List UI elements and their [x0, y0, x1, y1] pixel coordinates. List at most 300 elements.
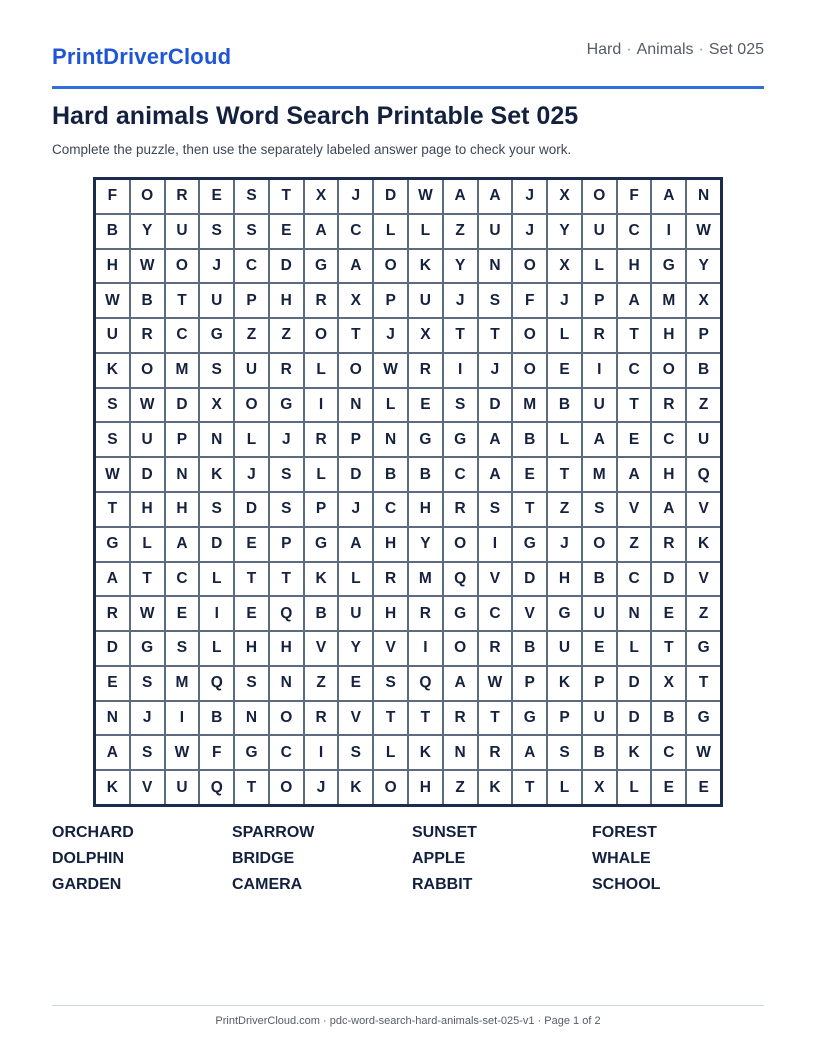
grid-cell: T [687, 667, 720, 700]
grid-cell: U [200, 284, 233, 317]
grid-cell: C [479, 597, 512, 630]
grid-cell: S [200, 215, 233, 248]
grid-cell: U [96, 319, 129, 352]
footer-text: PrintDriverCloud.com · pdc-word-search-hard-animals-set-025-v1 · Page 1 of 2 [215, 1015, 601, 1027]
grid-cell: K [409, 250, 442, 283]
grid-cell: P [270, 528, 303, 561]
grid-cell: Z [235, 319, 268, 352]
grid-cell: L [548, 423, 581, 456]
grid-cell: G [305, 528, 338, 561]
grid-cell: L [548, 319, 581, 352]
grid-cell: C [166, 319, 199, 352]
grid-cell: I [200, 597, 233, 630]
grid-cell: G [687, 632, 720, 665]
grid-cell: H [652, 458, 685, 491]
grid-cell: F [96, 180, 129, 213]
grid-cell: L [618, 632, 651, 665]
grid-cell: W [479, 667, 512, 700]
grid-cell: C [166, 563, 199, 596]
grid-cell: B [583, 736, 616, 769]
grid-cell: U [687, 423, 720, 456]
grid-cell: B [409, 458, 442, 491]
word-list-item: RABBIT [412, 876, 473, 893]
grid-cell: W [131, 389, 164, 422]
grid-cell: V [687, 563, 720, 596]
grid-cell: W [687, 215, 720, 248]
grid-cell: G [200, 319, 233, 352]
grid-cell: S [131, 736, 164, 769]
grid-cell: Y [687, 250, 720, 283]
grid-cell: S [96, 389, 129, 422]
grid-cell: U [583, 702, 616, 735]
grid-cell: P [548, 702, 581, 735]
grid-cell: E [618, 423, 651, 456]
breadcrumb-separator: · [698, 41, 704, 58]
grid-cell: O [235, 389, 268, 422]
grid-cell: S [270, 493, 303, 526]
breadcrumb [587, 41, 764, 59]
grid-cell: A [479, 423, 512, 456]
grid-cell: Z [444, 215, 477, 248]
grid-cell: M [166, 667, 199, 700]
grid-cell: L [409, 215, 442, 248]
word-list-item: BRIDGE [232, 850, 295, 867]
grid-cell: A [479, 458, 512, 491]
page-footer [52, 1005, 764, 1027]
grid-cell: L [548, 771, 581, 804]
grid-cell: Q [687, 458, 720, 491]
grid-cell: P [583, 284, 616, 317]
grid-cell: R [131, 319, 164, 352]
grid-cell: P [305, 493, 338, 526]
grid-cell: O [339, 354, 372, 387]
grid-cell: I [479, 528, 512, 561]
grid-cell: O [270, 771, 303, 804]
grid-cell: N [687, 180, 720, 213]
grid-cell: T [513, 771, 546, 804]
grid-cell: M [583, 458, 616, 491]
grid-cell: A [96, 563, 129, 596]
grid-cell: L [374, 736, 407, 769]
grid-cell: Q [409, 667, 442, 700]
grid-cell: S [200, 493, 233, 526]
grid-cell: Z [618, 528, 651, 561]
grid-cell: H [96, 250, 129, 283]
grid-cell: E [96, 667, 129, 700]
grid-cell: R [444, 702, 477, 735]
grid-cell: C [444, 458, 477, 491]
grid-cell: B [583, 563, 616, 596]
grid-cell: L [200, 632, 233, 665]
grid-cell: K [479, 771, 512, 804]
grid-cell: E [652, 597, 685, 630]
grid-cell: B [131, 284, 164, 317]
grid-cell: L [305, 458, 338, 491]
grid-cell: J [548, 284, 581, 317]
grid-cell: V [618, 493, 651, 526]
grid-cell: B [513, 632, 546, 665]
grid-cell: C [652, 736, 685, 769]
word-list-item: SCHOOL [592, 876, 661, 893]
word-list-item: ORCHARD [52, 824, 134, 841]
grid-cell: N [270, 667, 303, 700]
grid-cell: H [409, 493, 442, 526]
grid-cell: T [479, 319, 512, 352]
grid-cell: T [618, 319, 651, 352]
grid-cell: A [166, 528, 199, 561]
grid-cell: C [618, 563, 651, 596]
grid-cell: S [479, 284, 512, 317]
grid-cell: R [305, 423, 338, 456]
breadcrumb-item-hard[interactable]: Hard [586, 41, 622, 58]
grid-cell: H [270, 284, 303, 317]
grid-cell: I [409, 632, 442, 665]
grid-cell: O [583, 528, 616, 561]
grid-cell: D [513, 563, 546, 596]
grid-cell: K [618, 736, 651, 769]
grid-cell: D [200, 528, 233, 561]
grid-cell: L [339, 563, 372, 596]
grid-cell: U [166, 771, 199, 804]
grid-cell: E [166, 597, 199, 630]
grid-cell: U [548, 632, 581, 665]
grid-cell: H [652, 319, 685, 352]
grid-cell: G [270, 389, 303, 422]
grid-cell: P [339, 423, 372, 456]
grid-cell: F [513, 284, 546, 317]
grid-cell: T [96, 493, 129, 526]
grid-cell: B [374, 458, 407, 491]
grid-cell: R [374, 563, 407, 596]
grid-cell: B [513, 423, 546, 456]
grid-cell: S [131, 667, 164, 700]
grid-cell: D [131, 458, 164, 491]
grid-cell: C [618, 215, 651, 248]
grid-cell: V [479, 563, 512, 596]
grid-cell: U [166, 215, 199, 248]
grid-cell: X [548, 250, 581, 283]
grid-cell: V [339, 702, 372, 735]
grid-cell: N [96, 702, 129, 735]
grid-cell: V [374, 632, 407, 665]
grid-cell: J [200, 250, 233, 283]
grid-cell: D [166, 389, 199, 422]
grid-cell: T [409, 702, 442, 735]
grid-cell: J [374, 319, 407, 352]
grid-cell: Q [444, 563, 477, 596]
grid-cell: G [444, 597, 477, 630]
grid-cell: U [583, 389, 616, 422]
grid-cell: U [583, 597, 616, 630]
grid-cell: E [270, 215, 303, 248]
grid-cell: X [305, 180, 338, 213]
grid-cell: A [652, 180, 685, 213]
grid-cell: T [652, 632, 685, 665]
grid-cell: H [235, 632, 268, 665]
word-list-item: GARDEN [52, 876, 122, 893]
grid-cell: R [305, 284, 338, 317]
grid-cell: B [548, 389, 581, 422]
grid-cell: T [513, 493, 546, 526]
grid-cell: U [339, 597, 372, 630]
grid-cell: Q [270, 597, 303, 630]
grid-cell: I [652, 215, 685, 248]
grid-cell: O [131, 180, 164, 213]
grid-cell: Z [548, 493, 581, 526]
word-list-item: FOREST [592, 824, 657, 841]
grid-cell: S [200, 354, 233, 387]
word-search-grid [93, 177, 723, 807]
grid-cell: M [166, 354, 199, 387]
word-list-item: CAMERA [232, 876, 303, 893]
grid-cell: T [374, 702, 407, 735]
grid-cell: T [548, 458, 581, 491]
grid-cell: B [200, 702, 233, 735]
grid-cell: X [548, 180, 581, 213]
grid-cell: H [618, 250, 651, 283]
grid-cell: L [374, 389, 407, 422]
grid-cell: L [305, 354, 338, 387]
grid-cell: S [270, 458, 303, 491]
grid-cell: R [305, 702, 338, 735]
grid-cell: Q [200, 771, 233, 804]
grid-cell: J [513, 180, 546, 213]
grid-cell: W [409, 180, 442, 213]
grid-cell: B [687, 354, 720, 387]
grid-cell: U [235, 354, 268, 387]
grid-cell: R [409, 597, 442, 630]
grid-cell: K [96, 354, 129, 387]
grid-cell: S [479, 493, 512, 526]
grid-cell: D [618, 702, 651, 735]
grid-cell: J [548, 528, 581, 561]
grid-cell: D [270, 250, 303, 283]
grid-cell: D [618, 667, 651, 700]
grid-cell: T [235, 771, 268, 804]
grid-cell: P [583, 667, 616, 700]
grid-cell: A [513, 736, 546, 769]
grid-cell: X [409, 319, 442, 352]
grid-cell: S [583, 493, 616, 526]
word-list-item: SPARROW [232, 824, 315, 841]
grid-cell: W [687, 736, 720, 769]
grid-cell: P [166, 423, 199, 456]
grid-cell: B [305, 597, 338, 630]
grid-cell: B [96, 215, 129, 248]
word-list-item: WHALE [592, 850, 651, 867]
grid-cell: A [305, 215, 338, 248]
grid-cell: V [305, 632, 338, 665]
grid-cell: D [652, 563, 685, 596]
grid-cell: N [444, 736, 477, 769]
grid-cell: I [444, 354, 477, 387]
grid-cell: E [687, 771, 720, 804]
grid-cell: U [131, 423, 164, 456]
grid-cell: A [96, 736, 129, 769]
brand-logo-text[interactable]: PrintDriverCloud [52, 44, 232, 69]
grid-cell: E [583, 632, 616, 665]
grid-cell: S [444, 389, 477, 422]
grid-cell: R [479, 736, 512, 769]
grid-cell: R [166, 180, 199, 213]
grid-cell: F [618, 180, 651, 213]
grid-cell: G [687, 702, 720, 735]
grid-cell: O [652, 354, 685, 387]
grid-cell: A [479, 180, 512, 213]
grid-cell: T [131, 563, 164, 596]
grid-cell: A [444, 667, 477, 700]
grid-cell: X [583, 771, 616, 804]
grid-cell: R [270, 354, 303, 387]
breadcrumb-item-animals[interactable]: Animals [636, 41, 694, 58]
grid-cell: O [131, 354, 164, 387]
grid-cell: Z [687, 389, 720, 422]
grid-cell: A [618, 284, 651, 317]
grid-cell: R [96, 597, 129, 630]
grid-cell: K [305, 563, 338, 596]
grid-cell: J [339, 493, 372, 526]
grid-cell: H [409, 771, 442, 804]
grid-cell: X [687, 284, 720, 317]
grid-cell: R [444, 493, 477, 526]
grid-cell: K [96, 771, 129, 804]
grid-cell: Z [687, 597, 720, 630]
grid-cell: H [131, 493, 164, 526]
grid-cell: E [652, 771, 685, 804]
grid-cell: W [96, 458, 129, 491]
grid-cell: R [409, 354, 442, 387]
grid-cell: P [374, 284, 407, 317]
grid-cell: T [444, 319, 477, 352]
grid-cell: R [583, 319, 616, 352]
word-list [52, 822, 772, 895]
grid-cell: O [374, 250, 407, 283]
grid-cell: U [583, 215, 616, 248]
grid-cell: S [235, 180, 268, 213]
grid-cell: S [96, 423, 129, 456]
grid-cell: C [374, 493, 407, 526]
grid-cell: O [444, 632, 477, 665]
grid-cell: J [305, 771, 338, 804]
grid-cell: K [409, 736, 442, 769]
grid-cell: Z [305, 667, 338, 700]
grid-cell: O [166, 250, 199, 283]
grid-cell: W [131, 250, 164, 283]
grid-cell: S [548, 736, 581, 769]
grid-cell: G [548, 597, 581, 630]
grid-cell: N [166, 458, 199, 491]
grid-cell: M [652, 284, 685, 317]
breadcrumb-separator: · [626, 41, 632, 58]
grid-cell: Z [270, 319, 303, 352]
grid-cell: A [652, 493, 685, 526]
grid-cell: X [200, 389, 233, 422]
grid-cell: W [96, 284, 129, 317]
grid-cell: O [513, 319, 546, 352]
grid-cell: V [687, 493, 720, 526]
grid-cell: H [374, 528, 407, 561]
grid-cell: D [96, 632, 129, 665]
grid-cell: O [513, 250, 546, 283]
grid-cell: U [479, 215, 512, 248]
grid-cell: C [618, 354, 651, 387]
grid-cell: N [235, 702, 268, 735]
page-subtitle: Complete the puzzle, then use the separately labeled answer page to check your work. [52, 142, 572, 157]
grid-cell: G [513, 528, 546, 561]
grid-cell: V [513, 597, 546, 630]
grid-cell: X [339, 284, 372, 317]
grid-cell: N [374, 423, 407, 456]
grid-cell: N [339, 389, 372, 422]
grid-cell: V [131, 771, 164, 804]
grid-cell: G [513, 702, 546, 735]
grid-cell: G [652, 250, 685, 283]
word-list-item: SUNSET [412, 824, 477, 841]
grid-cell: P [687, 319, 720, 352]
grid-cell: T [339, 319, 372, 352]
grid-cell: J [270, 423, 303, 456]
word-list-item: DOLPHIN [52, 850, 124, 867]
grid-cell: K [200, 458, 233, 491]
grid-cell: U [409, 284, 442, 317]
grid-cell: J [235, 458, 268, 491]
grid-cell: J [479, 354, 512, 387]
grid-cell: W [131, 597, 164, 630]
grid-cell: G [131, 632, 164, 665]
grid-cell: J [131, 702, 164, 735]
grid-cell: P [513, 667, 546, 700]
grid-cell: D [374, 180, 407, 213]
grid-cell: B [652, 702, 685, 735]
grid-cell: H [548, 563, 581, 596]
grid-cell: E [339, 667, 372, 700]
grid-cell: M [409, 563, 442, 596]
page-header [52, 0, 764, 89]
grid-cell: Y [131, 215, 164, 248]
grid-cell: O [374, 771, 407, 804]
grid-cell: Y [548, 215, 581, 248]
grid-cell: O [444, 528, 477, 561]
grid-cell: O [583, 180, 616, 213]
grid-cell: W [374, 354, 407, 387]
grid-cell: H [270, 632, 303, 665]
grid-cell: N [618, 597, 651, 630]
grid-cell: O [305, 319, 338, 352]
grid-cell: A [339, 250, 372, 283]
grid-cell: L [200, 563, 233, 596]
grid-cell: T [618, 389, 651, 422]
breadcrumb-item-set[interactable]: Set 025 [708, 41, 764, 58]
grid-cell: L [618, 771, 651, 804]
grid-cell: C [339, 215, 372, 248]
grid-cell: A [583, 423, 616, 456]
grid-cell: C [652, 423, 685, 456]
grid-cell: T [166, 284, 199, 317]
grid-cell: R [652, 389, 685, 422]
grid-cell: H [166, 493, 199, 526]
grid-cell: R [479, 632, 512, 665]
grid-cell: N [479, 250, 512, 283]
grid-cell: J [444, 284, 477, 317]
grid-cell: R [652, 528, 685, 561]
grid-cell: Q [200, 667, 233, 700]
grid-cell: L [583, 250, 616, 283]
grid-cell: K [339, 771, 372, 804]
grid-cell: Y [409, 528, 442, 561]
grid-cell: K [548, 667, 581, 700]
grid-cell: G [235, 736, 268, 769]
grid-cell: T [270, 180, 303, 213]
